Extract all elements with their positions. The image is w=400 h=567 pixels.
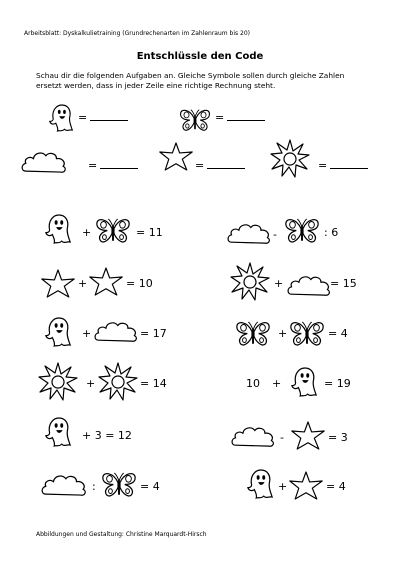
ghost-icon (44, 213, 72, 245)
butterfly-icon (178, 107, 212, 133)
equation-operator: + (78, 277, 88, 290)
equation-result: = 15 (330, 277, 357, 290)
equation-result: = 17 (140, 327, 167, 340)
cloud-icon (20, 148, 68, 175)
butterfly-icon (234, 319, 272, 348)
sun-icon (230, 262, 270, 302)
page-title: Entschlüssle den Code (136, 51, 264, 62)
equation-operator: - (280, 431, 284, 444)
code-key-ghost: = (78, 111, 128, 124)
equation-operator: + (82, 226, 92, 239)
equation-operator: + (278, 327, 288, 340)
ghost-icon (44, 416, 72, 448)
sun-icon (38, 362, 78, 402)
star-icon (88, 266, 124, 297)
equation-operator: + (86, 377, 96, 390)
code-key-butterfly: = (215, 111, 265, 124)
cloud-icon (230, 423, 276, 449)
butterfly-icon (94, 216, 132, 245)
equation-operator: + (82, 327, 92, 340)
cloud-icon (226, 220, 272, 246)
equation-result: = 4 (140, 480, 160, 493)
star-icon (40, 268, 76, 299)
code-key-cloud: = (88, 159, 138, 172)
instructions-text: Schau dir die folgenden Aufgaben an. Gleiche Symbole sollen durch gleiche Zahlen ersetzt werden, dass in jeder Zeile eine richtige Rechnung steht. (36, 71, 345, 90)
equation-result: = 19 (324, 377, 351, 390)
sun-icon (98, 362, 138, 402)
credits-footer: Abbildungen und Gestaltung: Christine Marquardt-Hirsch (36, 531, 207, 538)
ghost-icon (290, 366, 318, 398)
code-key-sun: = (318, 159, 368, 172)
equation-result: = 11 (136, 226, 163, 239)
equation-operator: - (273, 228, 277, 241)
sun-icon (270, 139, 310, 179)
ghost-icon (44, 316, 72, 348)
butterfly-icon (283, 216, 321, 245)
equation-operator: + (278, 480, 288, 493)
ghost-icon (246, 468, 274, 500)
ghost-icon (48, 103, 74, 133)
equation-operator: : (92, 480, 96, 493)
star-icon (158, 141, 194, 172)
equation-rest: + 3 = 12 (82, 429, 132, 442)
answer-blank[interactable] (90, 111, 128, 121)
cloud-icon (286, 272, 332, 298)
cloud-icon (40, 471, 88, 498)
equation-prefix: 10 (246, 377, 260, 390)
butterfly-icon (100, 470, 138, 499)
star-icon (290, 420, 326, 451)
answer-blank[interactable] (227, 111, 265, 121)
worksheet-header: Arbeitsblatt: Dyskalkulietraining (Grundrechenarten im Zahlenraum bis 20) (24, 30, 251, 37)
star-icon (288, 470, 324, 501)
code-key-star: = (195, 159, 245, 172)
answer-blank[interactable] (330, 159, 368, 169)
equation-result: = 3 (328, 431, 348, 444)
equation-result: = 14 (140, 377, 167, 390)
equation-operator: + (274, 277, 284, 290)
equation-result: = 4 (326, 480, 346, 493)
equation-operator: + (272, 377, 282, 390)
equation-result: = 10 (126, 277, 153, 290)
equation-result: = 4 (328, 327, 348, 340)
cloud-icon (93, 318, 139, 344)
answer-blank[interactable] (207, 159, 245, 169)
answer-blank[interactable] (100, 159, 138, 169)
equation-result: : 6 (324, 226, 339, 239)
butterfly-icon (288, 319, 326, 348)
